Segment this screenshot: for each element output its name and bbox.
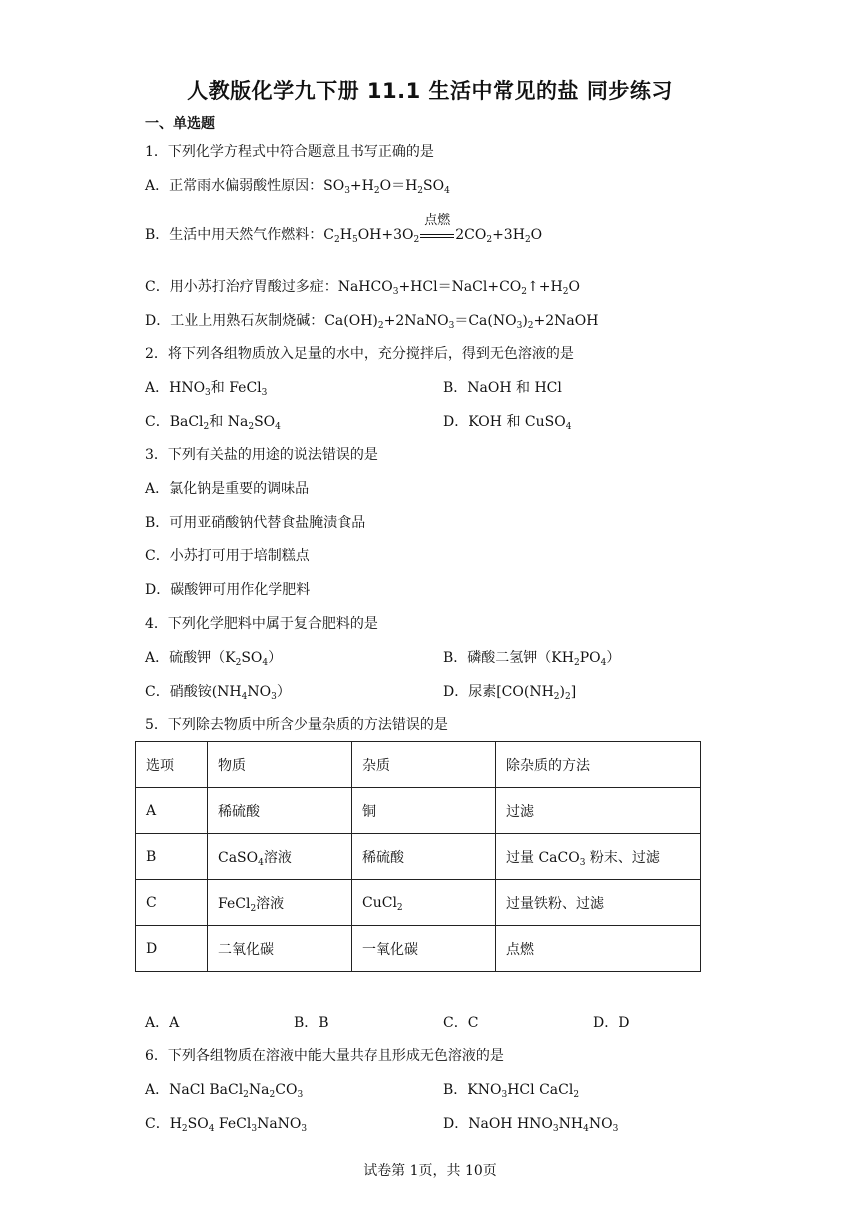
table-row (136, 788, 701, 834)
q6-option-d: D．NaOH $HNO_3NH_4NO_3$ (443, 1116, 619, 1134)
q2-option-d: D．KOH 和 CuSO$_4$ (443, 414, 572, 432)
page-title: 人教版化学九下册 11.1 生活中常见的盐 同步练习 (187, 79, 673, 103)
table-cell: CuCl$_2$ (352, 880, 496, 926)
q2-option-b: B．NaOH 和 HCl (443, 380, 562, 396)
q4-option-c: C．硝酸铵$(NH_4NO_3)$ (145, 684, 291, 702)
q1-option-d: D．工业上用熟石灰制烧碱：$Ca(OH)_2+2NaNO_3=Ca(NO_3)_2+2NaOH$ (145, 313, 599, 331)
q3-option-a: A．氯化钠是重要的调味品 (145, 481, 310, 497)
table-cell: C (136, 880, 208, 926)
q1-stem: 1．下列化学方程式中符合题意且书写正确的是 (145, 144, 434, 160)
q5-option-b: B．B (294, 1015, 329, 1031)
q4-stem: 4．下列化学肥料中属于复合肥料的是 (145, 616, 378, 632)
q1-option-b (145, 213, 543, 245)
q6-stem: 6．下列各组物质在溶液中能大量共存且形成无色溶液的是 (145, 1048, 504, 1064)
q4-option-b: B．磷酸二氢钾$(KH_2PO_4)$ (443, 650, 621, 668)
table-cell: 过滤 (496, 788, 701, 834)
q5-option-c: C．C (443, 1015, 479, 1031)
table-cell: 过量铁粉、过滤 (496, 880, 701, 926)
table-cell: 选项 (136, 742, 208, 788)
table-cell: 稀硫酸 (208, 788, 352, 834)
table-cell: 杂质 (352, 742, 496, 788)
q1-option-b-left: B．生活中用天然气作燃料：$C_2H_5OH+3O_2$ (145, 227, 420, 245)
q3-stem: 3．下列有关盐的用途的说法错误的是 (145, 447, 378, 463)
table-cell: 过量 CaCO$_3$ 粉末、过滤 (496, 834, 701, 880)
table-cell: 铜 (352, 788, 496, 834)
table-cell: 稀硫酸 (352, 834, 496, 880)
q6-option-b: B．$KNO_3HCl$ CaCl$_2$ (443, 1082, 580, 1100)
q5-stem: 5．下列除去物质中所含少量杂质的方法错误的是 (145, 717, 448, 733)
table-cell: 物质 (208, 742, 352, 788)
q3-option-c: C．小苏打可用于培制糕点 (145, 548, 310, 564)
q6-option-a: A．NaCl $BaCl_2Na_2CO_3$ (145, 1082, 304, 1100)
q5-option-d: D．D (593, 1015, 630, 1031)
q5-table (135, 741, 701, 972)
q3-option-b: B．可用亚硝酸钠代替食盐腌渍食品 (145, 515, 366, 531)
q6-option-c: C．$H_2SO_4$ FeCl$_3$NaNO$_3$ (145, 1116, 308, 1134)
q5-option-a: A．A (145, 1015, 180, 1031)
table-cell: CaSO$_4$溶液 (208, 834, 352, 880)
section-heading: 一、单选题 (145, 116, 215, 132)
q1-option-c: C．用小苏打治疗胃酸过多症：$NaHCO_3+HCl=NaCl+CO_2↑+H_2O$ (145, 279, 580, 297)
reaction-condition-label: 点燃 (424, 213, 451, 228)
table-row (136, 834, 701, 880)
q3-option-d: D．碳酸钾可用作化学肥料 (145, 582, 311, 598)
table-cell: FeCl$_2$溶液 (208, 880, 352, 926)
table-cell: 二氧化碳 (208, 926, 352, 972)
page-footer: 试卷第 1页，共 10页 (363, 1163, 497, 1179)
q1-option-b-right: $2CO_2+3H_2O$ (455, 227, 543, 245)
table-cell: D (136, 926, 208, 972)
table-cell: A (136, 788, 208, 834)
table-cell: 点燃 (496, 926, 701, 972)
q2-stem: 2．将下列各组物质放入足量的水中，充分搅拌后，得到无色溶液的是 (145, 346, 574, 362)
reaction-condition-arrow (420, 213, 454, 244)
q1-option-a: A．正常雨水偏弱酸性原因：$SO_3+H_2O=H_2SO_4$ (145, 178, 450, 196)
table-header-row (136, 742, 701, 788)
table-cell: B (136, 834, 208, 880)
table-row (136, 926, 701, 972)
q4-option-a: A．硫酸钾$(K_2SO_4)$ (145, 650, 283, 668)
q2-option-c: C．BaCl$_2$和 $Na_2SO_4$ (145, 414, 281, 432)
table-cell: 除杂质的方法 (496, 742, 701, 788)
q2-option-a: A．$HNO_3$和 FeCl$_3$ (145, 380, 268, 398)
q4-option-d: D．尿素$[CO(NH_2)_2]$ (443, 684, 577, 702)
table-cell: 一氧化碳 (352, 926, 496, 972)
table-row (136, 880, 701, 926)
